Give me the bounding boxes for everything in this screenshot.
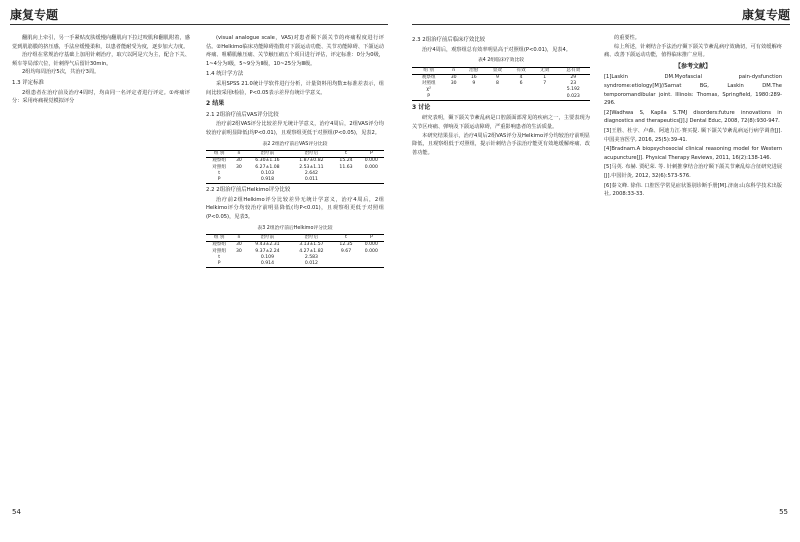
paragraph: 的重要性。 — [614, 35, 640, 41]
column-3 — [412, 34, 590, 500]
page-header-right: 康复专题 — [741, 8, 790, 22]
table-header: t — [333, 151, 358, 158]
table-header: n — [232, 151, 245, 158]
page-number-right: 55 — [779, 508, 788, 516]
table-header: 组 别 — [206, 235, 232, 242]
subsection-heading: 2.1 2组治疗前后VAS评分比较 — [206, 111, 279, 118]
table-row — [412, 74, 590, 81]
table-header: 治愈 — [462, 67, 486, 74]
column-2 — [206, 34, 384, 500]
table-header: 治疗后 — [289, 151, 333, 158]
table-row — [412, 94, 590, 101]
table-cell: 观察组 — [212, 158, 227, 164]
table-cell: 0.011 — [289, 177, 333, 184]
paragraph: 治疗4周后，观察组总有效率明显高于对照组(P<0.01)，见表4。 — [422, 46, 571, 53]
table-header: n — [445, 67, 462, 74]
table-caption: 表4 2组临床疗效比较 — [477, 58, 524, 64]
table-row — [206, 242, 384, 249]
reference-item: [1]Laskin DM.Myofascial pain-dysfunction syndrome:etiology[M]//Sarnat BG, Laskin DM.The temporomandibular joint. Illinois: Thomas, Springfield, 1980:289-296. — [604, 74, 782, 107]
table-cell: 0.109 — [260, 254, 275, 260]
references-list — [604, 73, 782, 198]
section-heading: 1.4 统计学方法 — [206, 71, 244, 78]
column-4 — [604, 34, 782, 500]
paragraph: 本研究结果显示，治疗4周后2组VAS评分及Helkimo评分均较治疗前明显降低，且观察组低于对照组，提示针刺结合手法治疗能更有效地缓解疼痛、改善功能。 — [412, 132, 590, 156]
table-cell — [232, 261, 245, 268]
table-cell: 12.35 — [339, 242, 353, 248]
table-header: 有效 — [509, 67, 533, 74]
table-cell — [359, 177, 384, 184]
table-header: 显效 — [486, 67, 510, 74]
table-cell: P — [206, 177, 232, 184]
table-cell — [232, 177, 245, 184]
table-header: P — [359, 151, 384, 158]
table-2 — [206, 150, 384, 184]
table-header: 治疗前 — [245, 151, 289, 158]
table-cell: 9.43±2.31 — [255, 242, 280, 248]
table-cell: 0.000 — [364, 164, 378, 170]
table-cell: P — [412, 94, 445, 101]
table-cell: 0.103 — [260, 170, 275, 176]
table-cell: 0.023 — [557, 94, 590, 101]
table-header: P — [359, 235, 384, 242]
table-cell: χ² — [426, 87, 431, 93]
page-header-left: 康复专题 — [10, 8, 59, 22]
section-heading: 2 结果 — [206, 100, 225, 108]
reference-item: [2]Wadhwa S, Kapila S.TMJ disorders:future innovations in diagnostics and therapeutics[J].J Dental Educ, 2008, 72(8):930-947. — [604, 109, 782, 125]
table-cell: 5.192 — [566, 87, 580, 93]
paragraph: (visual analogue scale，VAS)对患者颞下颌关节的疼痛程度进行评估。②Helkimo临床功能障碍指数对下颌运动功能、关节功能障碍、下颌运动疼痛、咀嚼肌触压痛、关节触压痛五个项目进行评估，评定标准：0分为0级，1~4分为Ⅰ级，5~9分为Ⅱ级，10~25分为Ⅲ级。 — [206, 35, 384, 67]
table-header: 治疗前 — [245, 235, 289, 242]
table-cell: 30 — [236, 164, 242, 170]
paragraph: 治疗前2组Helkimo评分比较差异无统计学意义，治疗4周后，2组Helkimo评分均较治疗前明显降低(均P<0.01)，且观察组更低于对照组(P<0.05)，见表3。 — [206, 196, 384, 220]
table-caption: 表2 2组治疗前后VAS评分比较 — [262, 141, 328, 147]
paragraph: 翻肌向上牵引，另一手紧贴皮肤缓慢向翻肌向下拉过咬肌和翻肌附着，感觉到肌筋膜的挤压感，手法应缓慢柔和，以患者能耐受为度，逐步加大力度。 — [12, 35, 190, 50]
column-1 — [12, 34, 190, 500]
table-cell: 对照组 — [421, 81, 436, 87]
table-cell: 2.53±1.11 — [299, 164, 324, 170]
table-cell: 15.24 — [339, 158, 353, 164]
table-cell: 9 — [495, 74, 499, 80]
table-cell: 0.918 — [245, 177, 289, 184]
table-cell: 30 — [236, 158, 242, 164]
table-header: 无效 — [533, 67, 557, 74]
table-header: 组 别 — [206, 151, 232, 158]
table-header: t — [333, 235, 358, 242]
table-cell: 16 — [470, 74, 477, 80]
table-cell: 4 — [519, 74, 523, 80]
table-cell — [359, 261, 384, 268]
table-cell: t — [218, 254, 221, 260]
table-cell: 9.67 — [340, 248, 352, 254]
table-cell: 观察组 — [421, 74, 436, 80]
table-cell: 29 — [570, 74, 577, 80]
table-cell: 0.000 — [364, 158, 378, 164]
table-cell: 3.13±1.57 — [299, 242, 324, 248]
reference-item: [4]Bradnam.A biopsychosocial clinical reasoning model for Western acupuncture[J]. Physical Therapy Reviews, 2011, 16(2):138-146. — [604, 146, 782, 161]
table-cell: 30 — [236, 242, 242, 248]
table-3 — [206, 234, 384, 268]
section-heading: 3 讨论 — [412, 103, 431, 111]
table-cell: 30 — [236, 248, 242, 254]
reference-item: [3]王胜、杜宇、卢森、阿迪力江·赛买提. 颞下颌关节紊乱病运行病学调查[J].中国美容医学, 2016, 25(5):39-41. — [604, 127, 782, 143]
table-cell — [445, 94, 462, 101]
table-cell — [486, 94, 510, 101]
table-row — [206, 158, 384, 165]
table-cell — [333, 261, 358, 268]
section-heading: 1.3 评定标准 — [12, 79, 44, 86]
table-cell: 2.642 — [304, 170, 318, 176]
table-row — [206, 261, 384, 268]
header-rule-right — [412, 24, 790, 25]
table-cell: 8 — [495, 81, 499, 87]
reference-item: [6]秦文峰. 徐伟. 口腔医学常见症状鉴别诊断手册[M].济南:山东科学技术出版社, 2008:33-33. — [604, 182, 782, 198]
subsection-heading: 2.2 2组治疗前后Helkimo评分比较 — [206, 187, 291, 194]
table-cell — [462, 94, 486, 101]
paragraph: 2组均每周治疗5次，共治疗3周。 — [22, 69, 100, 76]
table-cell: 30 — [450, 81, 457, 87]
table-cell: 4.27±1.82 — [299, 248, 324, 254]
table-header: 组 别 — [412, 67, 445, 74]
table-caption: 表3 2组治疗前后Helkimo评分比较 — [257, 225, 333, 231]
table-cell: 观察组 — [212, 242, 227, 248]
table-cell: 23 — [570, 81, 577, 87]
paragraph: 治疗前2组VAS评分比较差异无统计学意义，治疗4周后，2组VAS评分均较治疗前明显降低(均P<0.01)，且观察组更低于对照组(P<0.05)，见表2。 — [206, 121, 384, 136]
table-cell: 2.583 — [304, 254, 318, 260]
paragraph: 综上所述，针刺结合手法治疗颞下颌关节紊乱病疗效确切，可有效缓解疼痛、改善下颌运动功能，值得临床推广应用。 — [604, 43, 782, 59]
table-cell: 9 — [472, 81, 476, 87]
header-rule-left — [10, 24, 388, 25]
table-cell: 30 — [450, 74, 457, 80]
table-cell: 对照组 — [212, 248, 227, 254]
table-header: n — [232, 235, 245, 242]
table-cell: 对照组 — [212, 164, 227, 170]
table-cell: 0.012 — [289, 261, 333, 268]
table-row — [206, 177, 384, 184]
table-header: 总有效 — [557, 67, 590, 74]
table-cell: 9.37±2.24 — [255, 248, 280, 254]
table-cell: 11.63 — [339, 164, 353, 170]
table-cell: P — [206, 261, 232, 268]
table-cell — [533, 94, 557, 101]
references-heading: 【参考文献】 — [674, 62, 711, 70]
table-cell — [509, 94, 533, 101]
table-cell: 0.914 — [245, 261, 289, 268]
reference-item: [5]马英. 布赫. 贾纪荣. 等. 针刺推拿结合治疗颞下颌关节紊乱综合征研究进展[J].中国针灸, 2012, 32(6):573-576. — [604, 164, 782, 179]
table-cell: 6.30±1.16 — [255, 158, 280, 164]
table-header: 治疗后 — [289, 235, 333, 242]
table-cell: 7 — [543, 81, 547, 87]
table-cell: 6 — [519, 81, 523, 87]
table-cell: 0.000 — [364, 242, 378, 248]
paragraph: 研究表明，颞下颌关节紊乱病是口腔颌面部常见的疾病之一，主要表现为关节区疼痛、弹响及下颌运动障碍，严重影响患者的生活质量。 — [412, 115, 590, 130]
table-cell — [333, 177, 358, 184]
subsection-heading: 2.3 2组治疗前后临床疗效比较 — [412, 37, 486, 43]
table-cell: 0.000 — [364, 248, 378, 254]
table-cell: 6.27±1.08 — [255, 164, 280, 170]
table-cell: t — [218, 170, 221, 176]
page-number-left: 54 — [12, 508, 21, 516]
paragraph: 治疗组在常规治疗基础上加用针刺治疗，取穴以阿是穴为主，配合下关、颊车等局部穴位，针刺得气后留针30min。 — [12, 52, 190, 67]
table-cell: 1.87±0.82 — [299, 158, 324, 164]
paragraph: 2组患者在治疗前及治疗4周时，均由同一名评定者进行评定。①疼痛评分：采用疼痛视觉模拟评分 — [12, 89, 190, 105]
table-4 — [412, 67, 590, 101]
table-cell: 1 — [543, 74, 547, 80]
paragraph: 采用SPSS 21.0统计学软件进行分析，计量资料用均数±标准差表示，组间比较采用t检验，P<0.05表示差异有统计学意义。 — [206, 80, 384, 96]
